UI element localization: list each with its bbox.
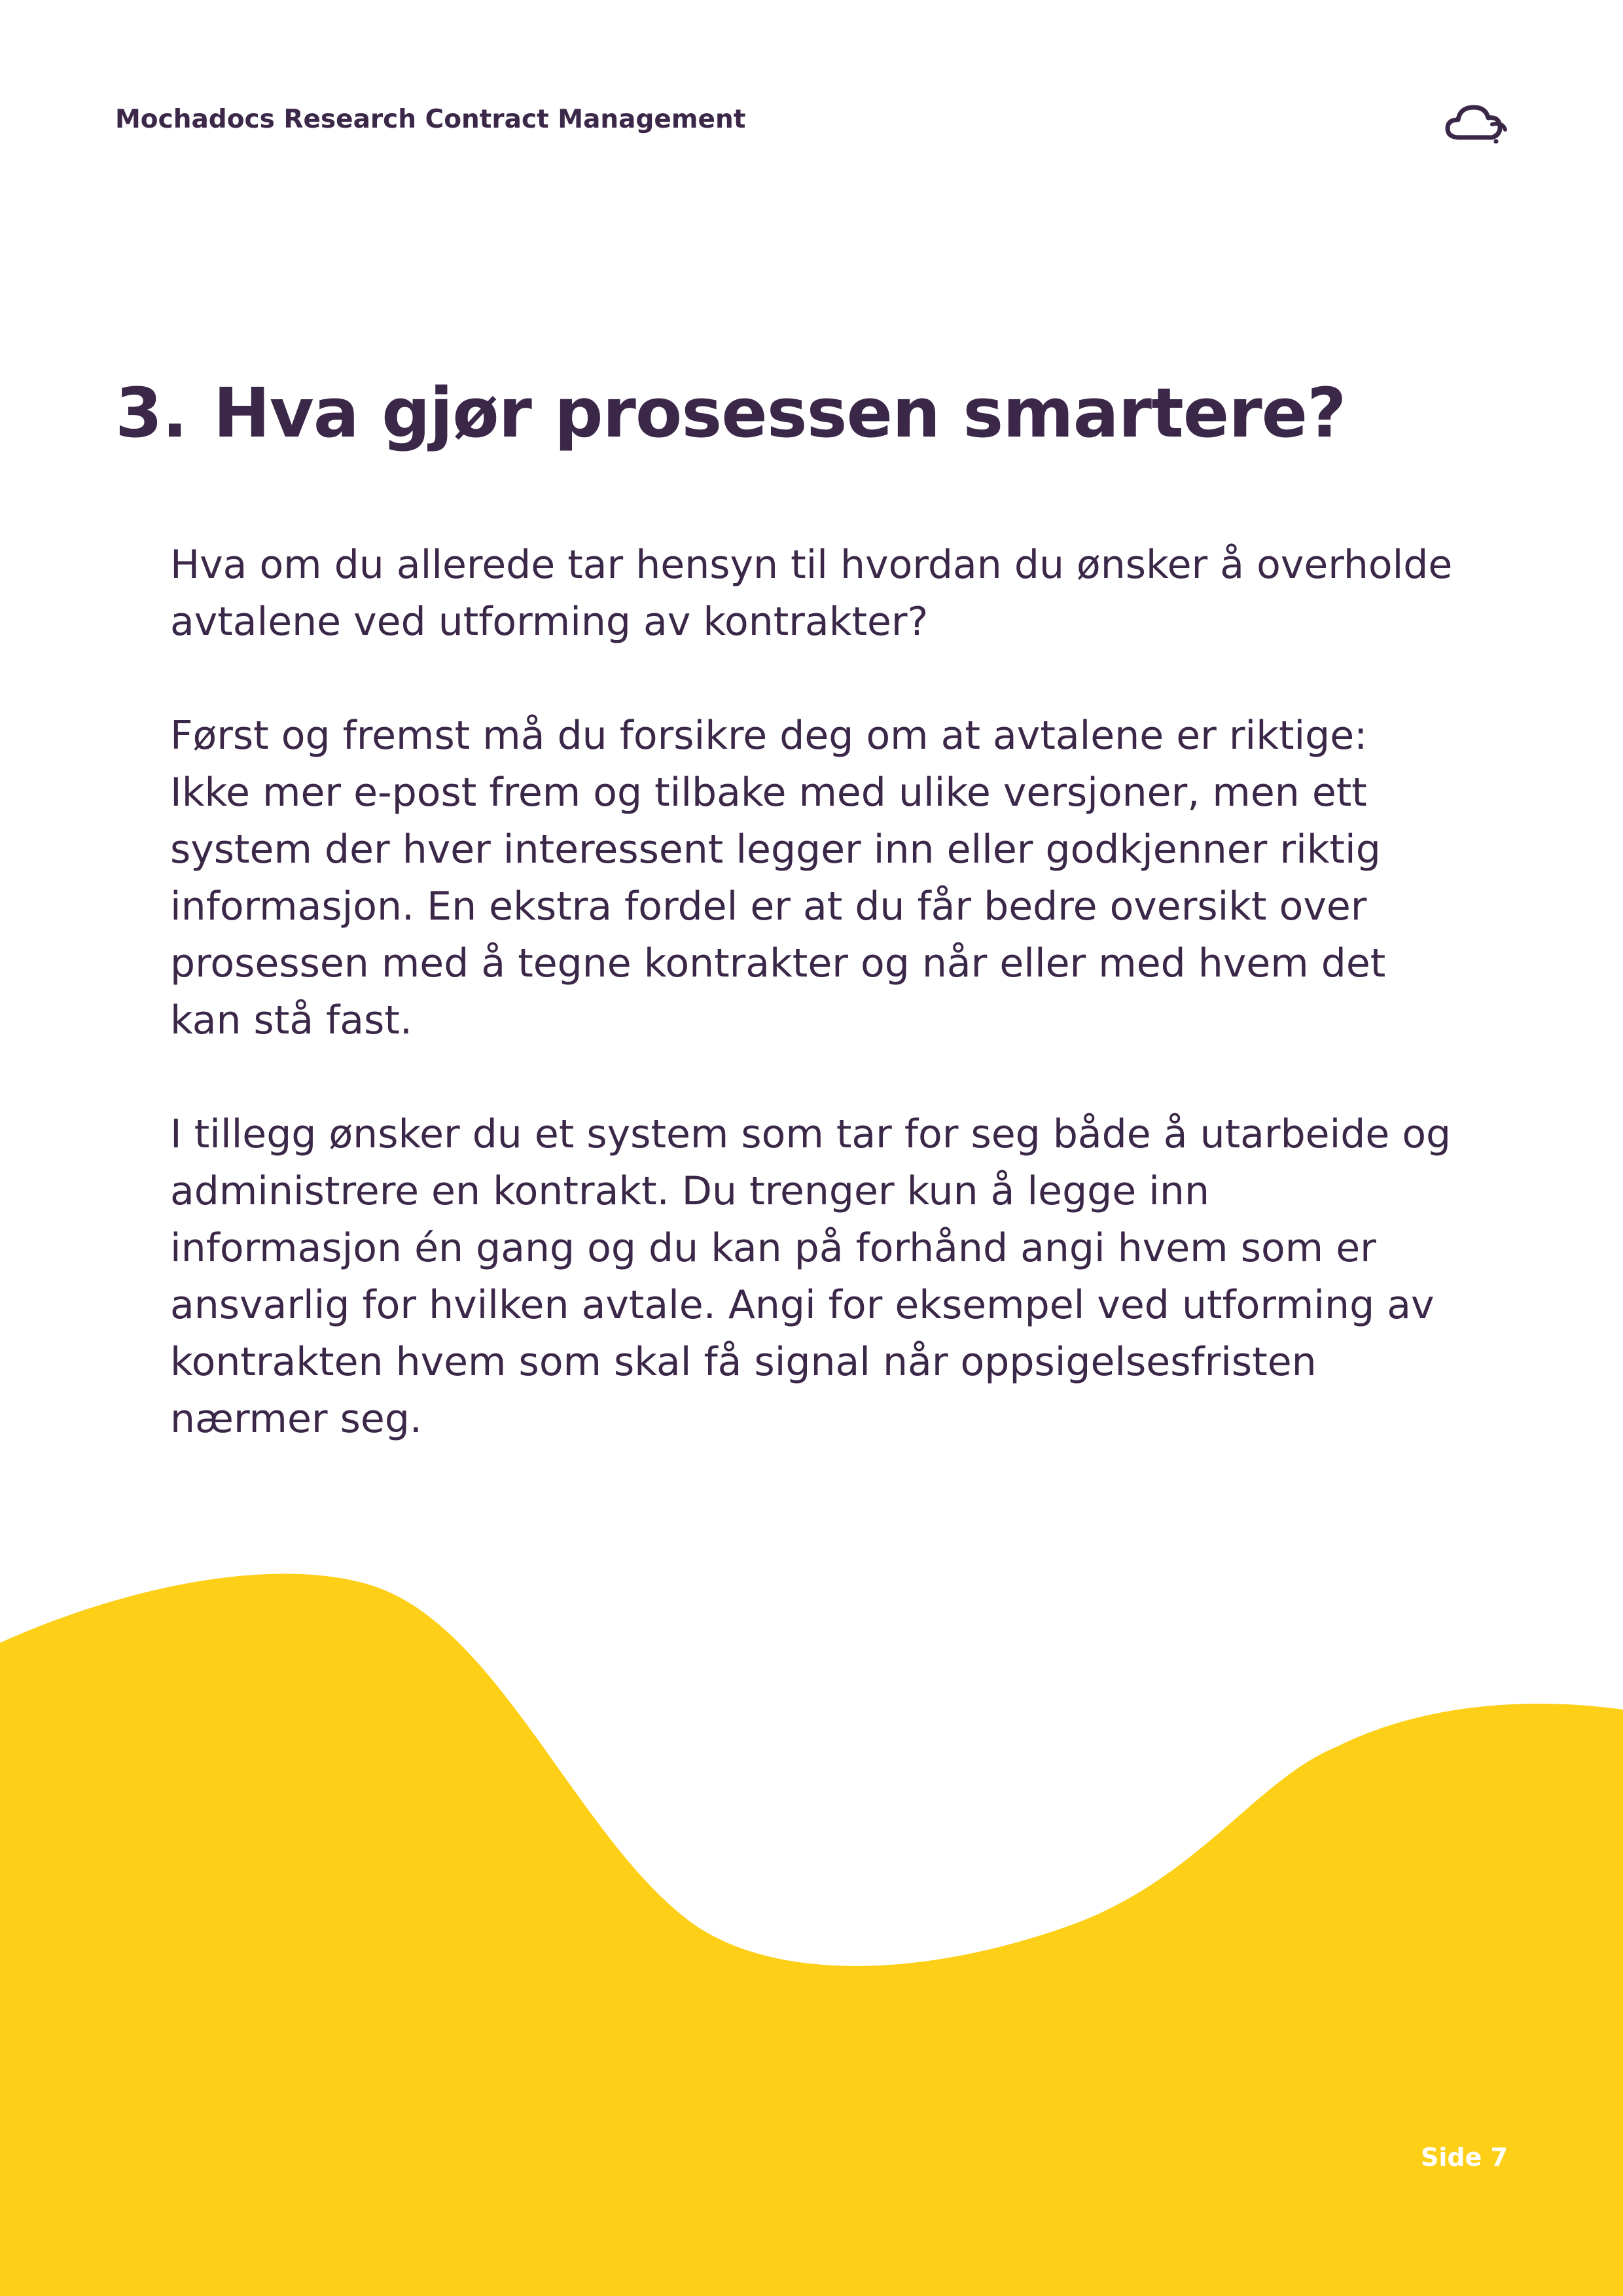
paragraph-2: Først og fremst må du forsikre deg om at avtalene er riktige: Ikke mer e-post frem og tilbake med ulike versjoner, men ett system der hver interessent legger inn eller godkjenner riktig informasjon. En ekstra fordel er at du får bedre oversikt over prosessen med å tegne kontrakter og når eller med hvem det kan stå fast. (170, 713, 1386, 1043)
paragraph-1: Hva om du allerede tar hensyn til hvordan du ønsker å overholde avtalene ved utforming av kontrakter? (170, 542, 1453, 645)
body-text (170, 537, 1453, 1505)
page-number: Side 7 (1420, 2143, 1508, 2172)
section-heading (115, 373, 1346, 453)
header-title: Mochadocs Research Contract Management (115, 105, 746, 134)
yellow-wave-decoration (0, 1558, 1623, 2296)
cloud-logo-icon (1440, 98, 1512, 151)
section-number: 3. (115, 373, 187, 453)
paragraph-3: I tillegg ønsker du et system som tar for seg både å utarbeide og administrere en kontrakt. Du trenger kun å legge inn informasjon én gang og du kan på forhånd angi hvem som er ansvarlig for hvilken avtale. Angi for eksempel ved utforming av kontrakten hvem som skal få signal når oppsigelsesfristen nærmer seg. (170, 1111, 1452, 1442)
section-title: Hva gjør prosessen smartere? (213, 373, 1346, 453)
